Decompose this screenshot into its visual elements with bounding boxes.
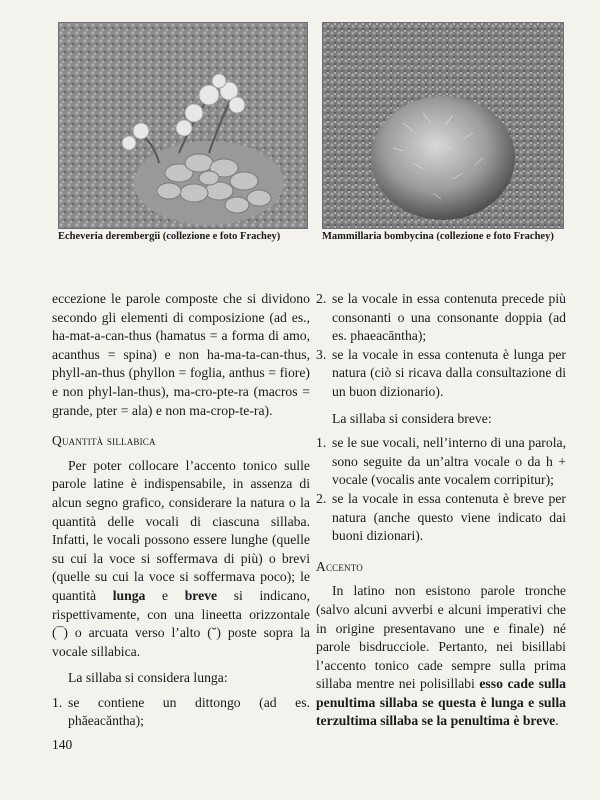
list-text: se le sue vocali, nell’interno di una parola, sono seguite da un’altra vocale o da h + vocale (vocalis ante vocalem corripitur); [332,435,566,488]
list-item [316,290,566,346]
list-number: 1. [316,435,327,451]
section-heading-quantita: Quantità sillabica [52,433,156,449]
accento-paragraph [316,582,566,731]
accento-text-a: In latino non esistono parole tronche (salvo alcuni avverbi e alcuni imperativi che in origine presentavano une e finale) né parole bisdrucciole. Pertanto, nei bisillabi l’accento tonico cade sempre sulla prima sillaba mentre nei polisillabi [316,583,566,692]
accento-text-end: . [555,713,559,729]
list-text: se la vocale in essa contenuta precede più consonanti o una consonante doppia (ad es. phaeacāntha); [332,291,566,344]
list-number: 3. [316,346,327,362]
list-number: 2. [316,490,327,506]
list-item [316,346,566,402]
continuation-paragraph: eccezione le parole composte che si dividono secondo gli elementi di composizione (ad es., ha-mat-a-can-thus (hamatus = a forma di amo, acanthus = spina) e non ha-ma-ta-can-thus, phyll-an-thus (phyllon = foglia, anthus = fiore) e non phyl-lan-thus), ma-cro-pte-ra (macros = grande, pter = ala) e non ma-crop-te-ra). [52,291,310,418]
right-column [316,290,566,731]
list-number: 2. [316,291,327,306]
page-number: 140 [52,737,73,752]
list-text: se la vocale in essa contenuta è breve per natura (anche questo viene indicato dai buoni dizionari). [332,490,566,544]
list-item [52,694,310,731]
quantita-text-a: Per poter collocare l’accento tonico sulle parole latine è indispensabile, in assenza di alcun segno grafico, considerare la natura o la quantità delle vocali di ciascuna sillaba. Infatti, le vocali possono essere lunghe (quelle su cui la voce si soffermava di più) o brevi (quelle su cui la voce si soffermava poco); le quantità [52,457,310,603]
section-heading-accento: Accento [316,558,363,574]
mammillaria-photo [322,22,564,229]
echeveria-photo [58,22,308,229]
lunga-list-continued [316,290,566,402]
accento-rule: esso cade sulla penultima sillaba se questa è lunga e sulla terzultima sillaba se la penultima è breve [316,676,566,729]
photo-caption-right: Mammillaria bombycina (collezione e foto Frachey) [322,231,554,242]
breve-list [316,434,566,546]
quantita-text-e: e [145,587,185,603]
term-breve: breve [184,587,218,603]
list-item [316,434,566,490]
list-item [316,490,566,546]
list-text: se la vocale in essa contenuta è lunga per natura (ciò si ricava dalla consultazione di un buon dizionario). [332,346,566,399]
list-number: 1. [52,694,63,710]
left-column [52,290,310,731]
quantita-text-b: si indicano, rispettivamente, con una lineetta orizzontale (¯) o arcuata verso l’alto (˘) poste sopra la vocale sillabica. [52,587,311,659]
list-text: se contiene un dittongo (ad es. phăeacăntha); [68,694,310,729]
photo-caption-left: Echeveria derembergii (collezione e foto Frachey) [58,231,281,242]
breve-intro: La sillaba si considera breve: [332,410,492,426]
lunga-list [52,694,310,731]
lunga-intro: La sillaba si considera lunga: [68,670,228,686]
term-lunga: lunga [112,587,146,603]
quantita-paragraph [52,457,310,662]
